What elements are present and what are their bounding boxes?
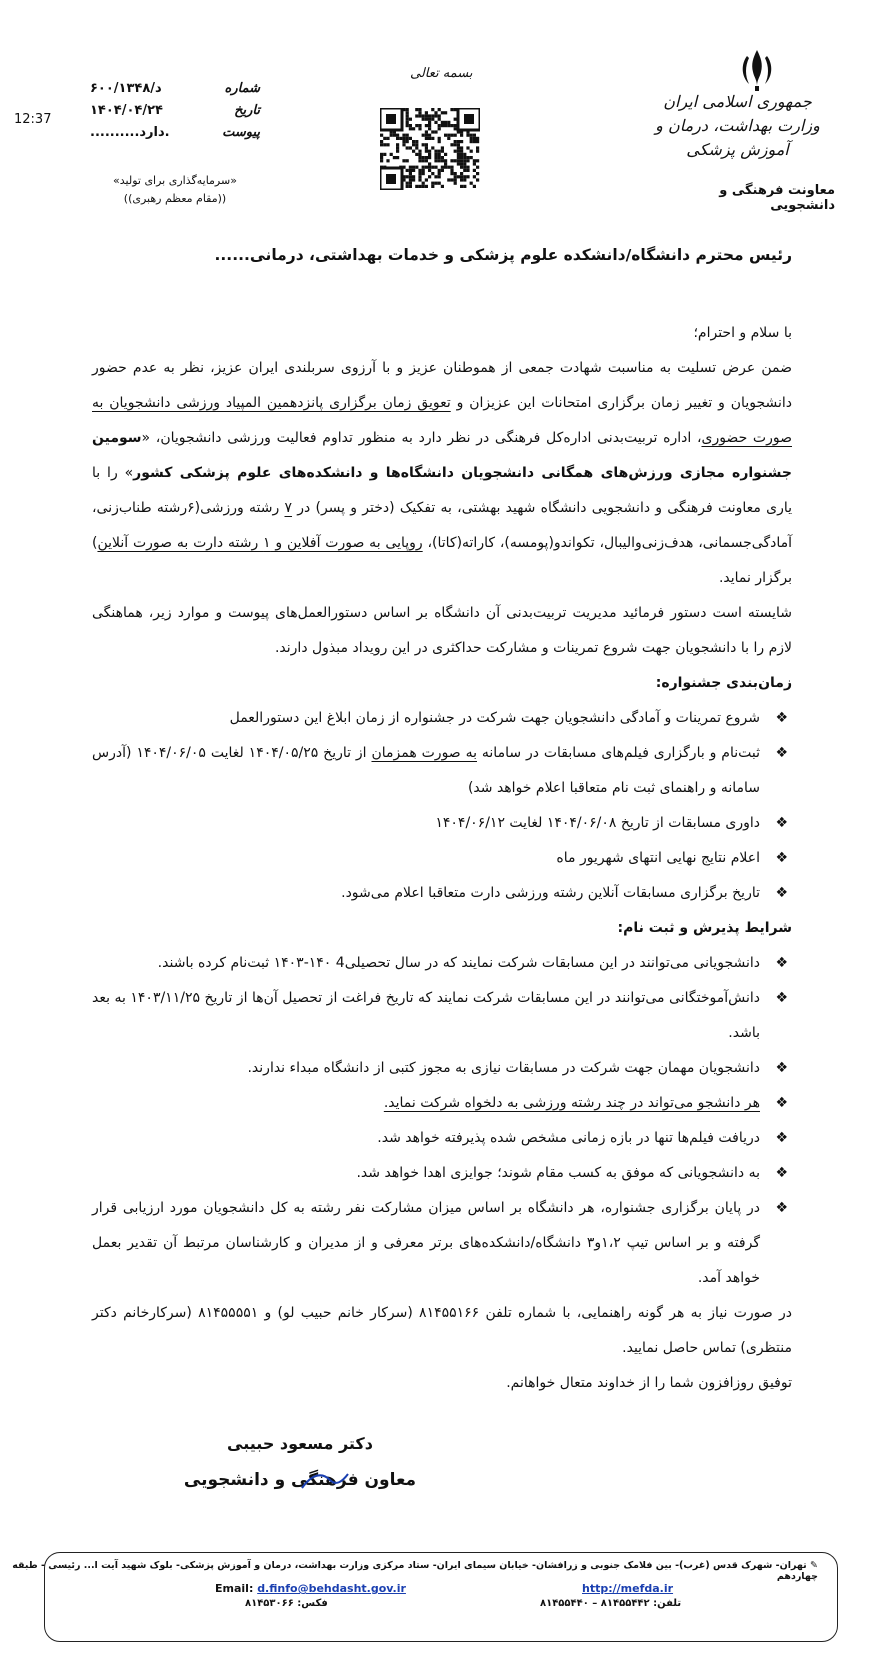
- paragraph-instruction: شایسته است دستور فرمائید مدیریت تربیت‌بدنی آن دانشگاه بر اساس دستورالعمل‌های پیوست و موارد زیر، هماهنگی لازم را با دانشجویان جهت شروع تمرینات و مشارکت حداکثری در این رویداد مبذول دارند.: [92, 605, 792, 656]
- attachment-value: .دارد..........: [90, 125, 170, 140]
- schedule-title: زمان‌بندی جشنواره:: [655, 675, 792, 691]
- footer-phone: تلفن: ۸۱۴۵۵۴۴۲ – ۸۱۴۵۵۴۴۰: [540, 1598, 682, 1609]
- email-label: Email:: [215, 1582, 254, 1595]
- p1-text-b: ، اداره تربیت‌بدنی اداره‌کل فرهنگی در نظر دارد به منظور تداوم فعالیت ورزشی دانشجویان، «: [141, 430, 702, 446]
- list-item: [92, 701, 792, 736]
- condition-item-5: دریافت فیلم‌ها تنها در بازه زمانی مشخص شده پذیرفته خواهد شد.: [377, 1130, 760, 1146]
- diamond-bullet-icon: ❖: [775, 990, 788, 1006]
- condition-item-2: دانش‌آموختگانی می‌توانند در این مسابقات شرکت نمایند که تاریخ فراغت از تحصیل آن‌ها از تاریخ ۱۴۰۳/۱۱/۲۵ به بعد باشد.: [92, 990, 760, 1041]
- schedule-item-3: داوری مسابقات از تاریخ ۱۴۰۴/۰۶/۰۸ لغایت ۱۴۰۴/۰۶/۱۲: [435, 815, 760, 831]
- p1-text-a: ضمن عرض تسلیت به مناسبت شهادت جمعی از هموطنان عزیز و با آرزوی سربلندی ایران عزیز، نظر به عدم حضور دانشجویان و تغییر زمان برگزاری امتحانات این عزیزان و: [92, 360, 792, 411]
- p1-underline-2: ۷: [284, 500, 293, 516]
- attachment-label: پیوست: [222, 125, 260, 140]
- diamond-bullet-icon: ❖: [775, 1130, 788, 1146]
- condition-item-7: در پایان برگزاری جشنواره، هر دانشگاه بر اساس میزان مشارکت نفر رشته به کل دانشجویان مورد ارزیابی قرار گرفته و بر اساس تیپ ۱،۲و۳ دانشگاه/دانشکده‌های برتر معرفی و از مدیران و کارشناسان مرتبط آن تقدیر بعمل خواهد آمد.: [92, 1200, 760, 1286]
- diamond-bullet-icon: ❖: [775, 710, 788, 726]
- footer-email: [215, 1582, 406, 1595]
- qr-code-icon: [380, 108, 480, 190]
- schedule-item-5: تاریخ برگزاری مسابقات آنلاین رشته ورزشی دارت متعاقبا اعلام می‌شود.: [341, 885, 760, 901]
- list-item: [92, 1191, 792, 1296]
- list-item: [92, 806, 792, 841]
- p1-underline-3: روپایی به صورت آفلاین و ۱ رشته دارت به صورت آنلاین: [97, 535, 423, 551]
- diamond-bullet-icon: ❖: [775, 1165, 788, 1181]
- signatory-name: دکتر مسعود حبیبی: [227, 1434, 373, 1453]
- footer-fax: فکس: ۸۱۴۵۳۰۶۶: [245, 1598, 328, 1609]
- diamond-bullet-icon: ❖: [775, 815, 788, 831]
- diamond-bullet-icon: ❖: [775, 955, 788, 971]
- diamond-bullet-icon: ❖: [775, 1095, 788, 1111]
- schedule-item-4: اعلام نتایج نهایی انتهای شهریور ماه: [556, 850, 760, 866]
- conditions-title: شرایط پذیرش و ثبت نام:: [617, 920, 792, 936]
- diamond-bullet-icon: ❖: [775, 885, 788, 901]
- diamond-bullet-icon: ❖: [775, 1200, 788, 1216]
- footer-address-text: تهران- شهرک قدس (غرب)- بین فلامک جنوبی و زرافشان- خیابان سیمای ایران- ستاد مرکزی وزارت بهداشت، درمان و آموزش پزشکی- بلوک شهید آیت ا... رئیسی - طبقه چهاردهم: [12, 1560, 818, 1582]
- list-item: [92, 736, 792, 806]
- festival-title: سومین جشنواره مجازی ورزش‌های همگانی دانشجویان دانشگاه‌ها و دانشکده‌های علوم پزشکی کشور: [92, 430, 793, 481]
- date-row: [90, 100, 260, 122]
- diamond-bullet-icon: ❖: [775, 745, 788, 761]
- ministry-line2: وزارت بهداشت، درمان و آموزش پزشکی: [655, 116, 820, 159]
- number-value: د/۶۰۰/۱۳۴۸: [90, 81, 162, 96]
- time-stamp: 12:37: [14, 112, 52, 127]
- schedule-item-2u: به صورت همزمان: [371, 745, 477, 761]
- p1-underline-1: تعویق زمان برگزاری پانزدهمین المپیاد ورزشی دانشجویان به صورت حضوری: [92, 395, 792, 446]
- slogan-line2: ((مقام معظم رهبری)): [123, 192, 227, 205]
- date-label: تاریخ: [234, 103, 260, 118]
- list-item: [92, 1086, 792, 1121]
- list-item: [92, 1156, 792, 1191]
- list-item: [92, 946, 792, 981]
- list-item: [92, 876, 792, 911]
- list-item: [92, 1051, 792, 1086]
- list-item: [92, 1121, 792, 1156]
- email-link[interactable]: d.finfo@behdasht.gov.ir: [257, 1582, 406, 1595]
- list-item: [92, 841, 792, 876]
- pen-icon: ✎: [806, 1560, 818, 1571]
- number-label: شماره: [224, 81, 260, 96]
- addressee: رئیس محترم دانشگاه/دانشکده علوم پزشکی و خدمات بهداشتی، درمانی......: [214, 246, 792, 264]
- letter-body: [92, 316, 792, 1401]
- signature-stroke-icon: [300, 1468, 350, 1494]
- condition-item-3: دانشجویان مهمان جهت شرکت در مسابقات نیازی به مجوز کتبی از دانشگاه مبداء ندارند.: [247, 1060, 760, 1076]
- slogan: [70, 172, 280, 208]
- contact-paragraph: در صورت نیاز به هر گونه راهنمایی، با شماره تلفن ۸۱۴۵۵۱۶۶ (سرکار خانم حبیب لو) و ۸۱۴۵۵۵۵۱ (سرکارخانم دکتر منتظری) تماس حاصل نمایید.: [92, 1305, 792, 1356]
- attachment-row: [90, 122, 260, 144]
- p1-text-e: ) برگزار نماید.: [92, 535, 792, 586]
- ministry-line1: جمهوری اسلامی ایران: [663, 92, 812, 111]
- p1-text-d: رشته ورزشی(۶رشته طناب‌زنی، آمادگی‌جسمانی، هدف‌زنی‌والیبال، تکواندو(پومسه)، کاراته(کاتا)،: [92, 500, 793, 551]
- diamond-bullet-icon: ❖: [775, 1060, 788, 1076]
- condition-item-4: هر دانشجو می‌تواند در چند رشته ورزشی به دلخواه شرکت نماید.: [383, 1095, 760, 1111]
- website-link[interactable]: http://mefda.ir: [582, 1582, 674, 1595]
- schedule-item-1: شروع تمرینات و آمادگی دانشجویان جهت شرکت در جشنواره از زمان ابلاغ این دستورالعمل: [229, 710, 760, 726]
- ministry-department: معاونت فرهنگی و دانشجویی: [719, 183, 835, 213]
- schedule-item-2a: ثبت‌نام و بارگزاری فیلم‌های مسابقات در سامانه: [477, 745, 760, 761]
- footer-address: [0, 1560, 818, 1582]
- closing-line: توفیق روزافزون شما را از خداوند متعال خواهانم.: [506, 1375, 792, 1391]
- condition-item-1: دانشجویانی می‌توانند در این مسابقات شرکت نمایند که در سال تحصیلی4 ۱۴۰-۱۴۰۳ ثبت‌نام کرده باشند.: [157, 955, 760, 971]
- letter-meta: [90, 78, 260, 144]
- bismillah: بسمه تعالی: [410, 66, 473, 81]
- condition-item-6: به دانشجویانی که موفق به کسب مقام شوند؛ جوایزی اهدا خواهد شد.: [356, 1165, 760, 1181]
- schedule-item-2b: از تاریخ ۱۴۰۴/۰۵/۲۵ لغایت ۱۴۰۴/۰۶/۰۵ (آدرس سامانه و راهنمای ثبت نام متعاقبا اعلام خواهد شد): [92, 745, 760, 796]
- greeting: با سلام و احترام؛: [693, 325, 792, 341]
- iran-emblem-icon: [735, 46, 779, 92]
- number-row: [90, 78, 260, 100]
- ministry-name: [650, 90, 825, 162]
- slogan-line1: «سرمایه‌گذاری برای تولید»: [113, 174, 237, 187]
- p1-text-c: » را با یاری معاونت فرهنگی و دانشجویی دانشگاه شهید بهشتی، به تفکیک (دختر و پسر) در: [92, 465, 793, 516]
- date-value: ۱۴۰۴/۰۴/۲۴: [90, 103, 163, 118]
- list-item: [92, 981, 792, 1051]
- diamond-bullet-icon: ❖: [775, 850, 788, 866]
- paragraph-intro: [92, 351, 792, 596]
- signatory-title: معاون فرهنگی و دانشجویی: [183, 1470, 417, 1490]
